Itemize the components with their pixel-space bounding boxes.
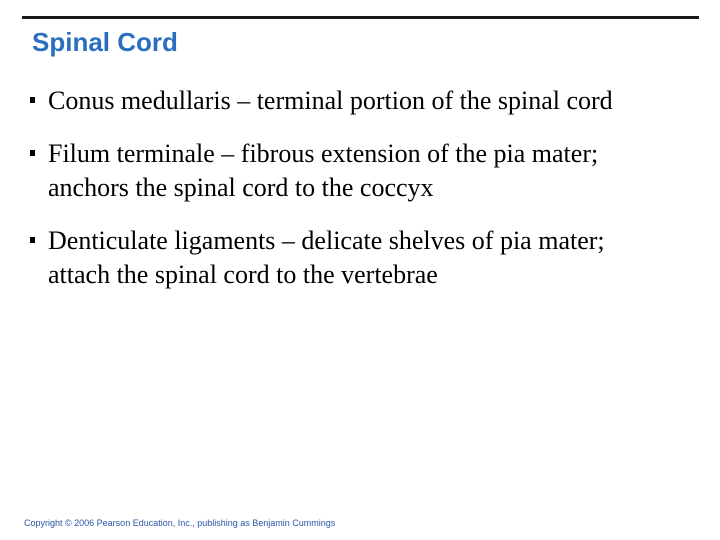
square-bullet-icon (30, 150, 35, 156)
slide-title: Spinal Cord (32, 27, 178, 57)
copyright-footer: Copyright © 2006 Pearson Education, Inc., publishing as Benjamin Cummings (24, 518, 336, 528)
bullet-text: Conus medullaris – terminal portion of the spinal cord (48, 86, 613, 115)
bullet-item-conus-medullaris (30, 84, 670, 118)
bullet-item-denticulate-ligaments (30, 224, 670, 292)
square-bullet-icon (30, 97, 35, 103)
bullet-list (30, 84, 670, 311)
square-bullet-icon (30, 237, 35, 243)
bullet-text: Denticulate ligaments – delicate shelves of pia mater; attach the spinal cord to the vertebrae (48, 226, 605, 289)
bullet-text: Filum terminale – fibrous extension of the pia mater; anchors the spinal cord to the coccyx (48, 139, 599, 202)
bullet-item-filum-terminale (30, 137, 670, 205)
top-rule-divider (22, 16, 699, 19)
